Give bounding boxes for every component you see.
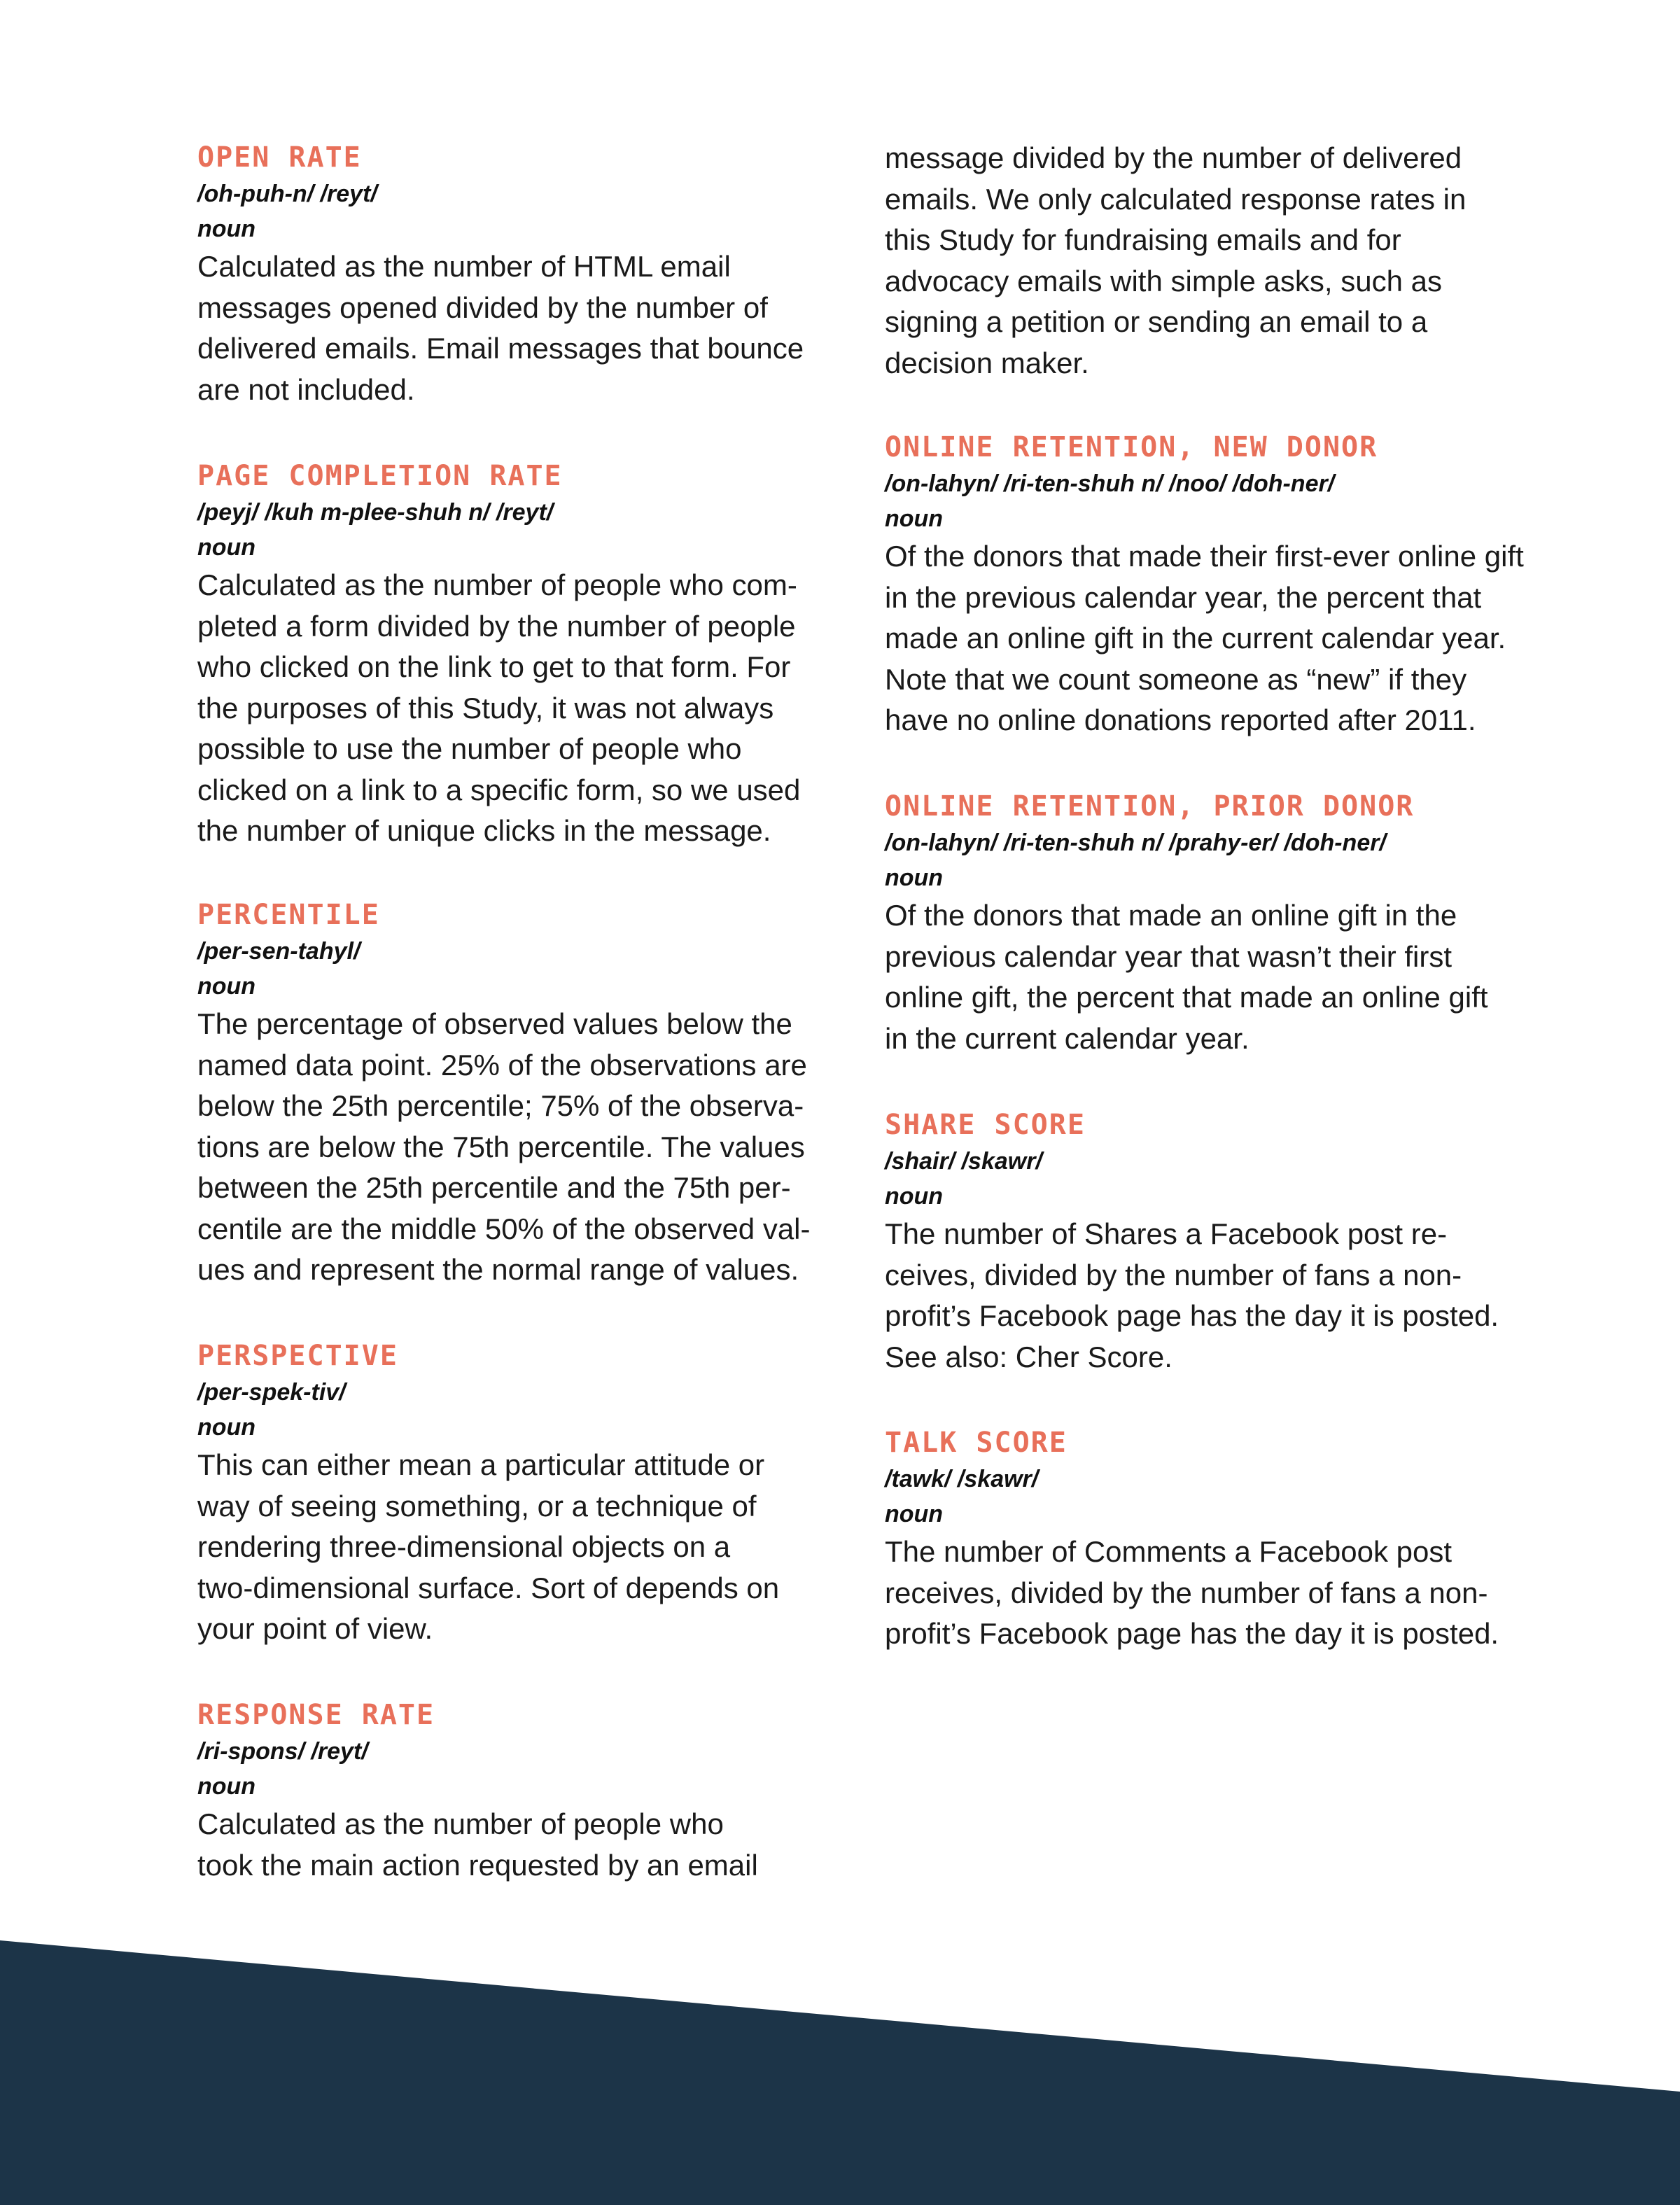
definition-line: below the 25th percentile; 75% of the observa- <box>197 1089 804 1122</box>
definition-line: receives, divided by the number of fans a non- <box>885 1576 1488 1609</box>
term-heading: PERCENTILE <box>197 899 380 931</box>
glossary-entry-share-score <box>885 1106 1529 1378</box>
term-heading: PERSPECTIVE <box>197 1340 398 1372</box>
definition-line: See also: Cher Score. <box>885 1340 1172 1373</box>
definition-line: previous calendar year that wasn’t their first <box>885 939 1452 973</box>
definition-line: have no online donations reported after 2011. <box>885 704 1476 736</box>
pronunciation: /on-lahyn/ /ri-ten-shuh n/ /prahy-er/ /doh-ner/ <box>885 830 1386 856</box>
definition-line: two-dimensional surface. Sort of depends on <box>197 1571 780 1604</box>
pronunciation: /per-sen-tahyl/ <box>197 938 360 965</box>
glossary-entry-online-retention-new-donor <box>885 428 1529 741</box>
definition-line: message divided by the number of delivered <box>885 141 1462 174</box>
definition-line: possible to use the number of people who <box>197 732 742 765</box>
part-of-speech: noun <box>197 216 256 242</box>
definition-line: profit’s Facebook page has the day it is posted. <box>885 1617 1499 1650</box>
definition-line: Calculated as the number of people who com- <box>197 568 797 601</box>
definition-line: The number of Shares a Facebook post re- <box>885 1217 1448 1250</box>
definition-line: centile are the middle 50% of the observed val- <box>197 1212 811 1245</box>
definition-line: The number of Comments a Facebook post <box>885 1535 1452 1568</box>
definition-line: signing a petition or sending an email to a <box>885 305 1428 338</box>
definition-line: way of seeing something, or a technique of <box>197 1489 757 1522</box>
definition-line: Of the donors that made their first-ever online gift <box>885 540 1524 573</box>
part-of-speech: noun <box>197 1414 256 1441</box>
term-heading: ONLINE RETENTION, PRIOR DONOR <box>885 790 1415 822</box>
definition-line: the number of unique clicks in the message. <box>197 814 771 847</box>
definition-line: Calculated as the number of HTML email <box>197 250 731 283</box>
definition-line: messages opened divided by the number of <box>197 290 768 324</box>
glossary-entry-talk-score <box>885 1424 1529 1655</box>
term-heading: TALK SCORE <box>885 1427 1068 1459</box>
definition-line: in the previous calendar year, the percent that <box>885 580 1482 614</box>
definition-line: Note that we count someone as “new” if they <box>885 662 1467 696</box>
part-of-speech: noun <box>885 1501 944 1527</box>
part-of-speech: noun <box>885 864 944 891</box>
glossary-entry-percentile <box>197 896 841 1291</box>
definition-line: advocacy emails with simple asks, such as <box>885 264 1442 298</box>
term-heading: ONLINE RETENTION, NEW DONOR <box>885 431 1378 463</box>
definition-line: between the 25th percentile and the 75th per- <box>197 1171 791 1204</box>
definition-line: the purposes of this Study, it was not always <box>197 691 774 724</box>
definition-line: clicked on a link to a specific form, so we used <box>197 773 801 806</box>
definition-line: Calculated as the number of people who <box>197 1807 724 1840</box>
definition-line: ceives, divided by the number of fans a non- <box>885 1258 1462 1292</box>
pronunciation: /shair/ /skawr/ <box>885 1148 1042 1175</box>
part-of-speech: noun <box>197 973 256 1000</box>
pronunciation: /ri-spons/ /reyt/ <box>197 1738 368 1765</box>
definition-line: pleted a form divided by the number of people <box>197 609 796 643</box>
definition-line: made an online gift in the current calendar year. <box>885 622 1506 654</box>
glossary-entry-response-rate <box>197 1696 841 1886</box>
response-rate-continuation <box>885 138 1529 384</box>
definition-line: in the current calendar year. <box>885 1021 1250 1055</box>
definition-line: who clicked on the link to get to that form. For <box>197 650 791 683</box>
definition-line: online gift, the percent that made an online gift <box>885 981 1488 1014</box>
glossary-entry-perspective <box>197 1337 841 1650</box>
part-of-speech: noun <box>197 534 256 561</box>
definition-line: profit’s Facebook page has the day it is posted. <box>885 1299 1499 1332</box>
pronunciation: /oh-puh-n/ /reyt/ <box>197 181 377 207</box>
part-of-speech: noun <box>197 1773 256 1800</box>
definition-line: your point of view. <box>197 1612 433 1645</box>
glossary-entry-open-rate <box>197 139 841 410</box>
pronunciation: /peyj/ /kuh m-plee-shuh n/ /reyt/ <box>197 499 554 526</box>
definition-line: named data point. 25% of the observations are <box>197 1048 807 1082</box>
term-heading: SHARE SCORE <box>885 1109 1086 1141</box>
definition-line: took the main action requested by an email <box>197 1848 758 1882</box>
footer-band-shape <box>0 1940 1680 2205</box>
term-heading: RESPONSE RATE <box>197 1699 435 1731</box>
part-of-speech: noun <box>885 1183 944 1210</box>
pronunciation: /per-spek-tiv/ <box>197 1379 346 1406</box>
definition-line: ues and represent the normal range of values. <box>197 1253 799 1286</box>
definition-line: rendering three-dimensional objects on a <box>197 1530 731 1563</box>
term-heading: PAGE COMPLETION RATE <box>197 460 563 492</box>
definition-line: are not included. <box>197 372 415 406</box>
definition-line: This can either mean a particular attitude or <box>197 1448 765 1481</box>
glossary-entry-page-completion-rate <box>197 457 841 852</box>
part-of-speech: noun <box>885 505 944 532</box>
definition-line: emails. We only calculated response rates in <box>885 182 1466 216</box>
glossary-entry-online-retention-prior-donor <box>885 788 1529 1059</box>
definition-line: this Study for fundraising emails and for <box>885 223 1401 256</box>
pronunciation: /tawk/ /skawr/ <box>885 1466 1039 1492</box>
definition-line: tions are below the 75th percentile. The values <box>197 1130 805 1163</box>
definition-line: Of the donors that made an online gift in the <box>885 899 1457 932</box>
term-heading: OPEN RATE <box>197 141 362 174</box>
pronunciation: /on-lahyn/ /ri-ten-shuh n/ /noo/ /doh-ner/ <box>885 470 1335 497</box>
definition-line: delivered emails. Email messages that bounce <box>197 332 804 365</box>
definition-line: The percentage of observed values below the <box>197 1007 792 1040</box>
definition-line: decision maker. <box>885 346 1089 379</box>
